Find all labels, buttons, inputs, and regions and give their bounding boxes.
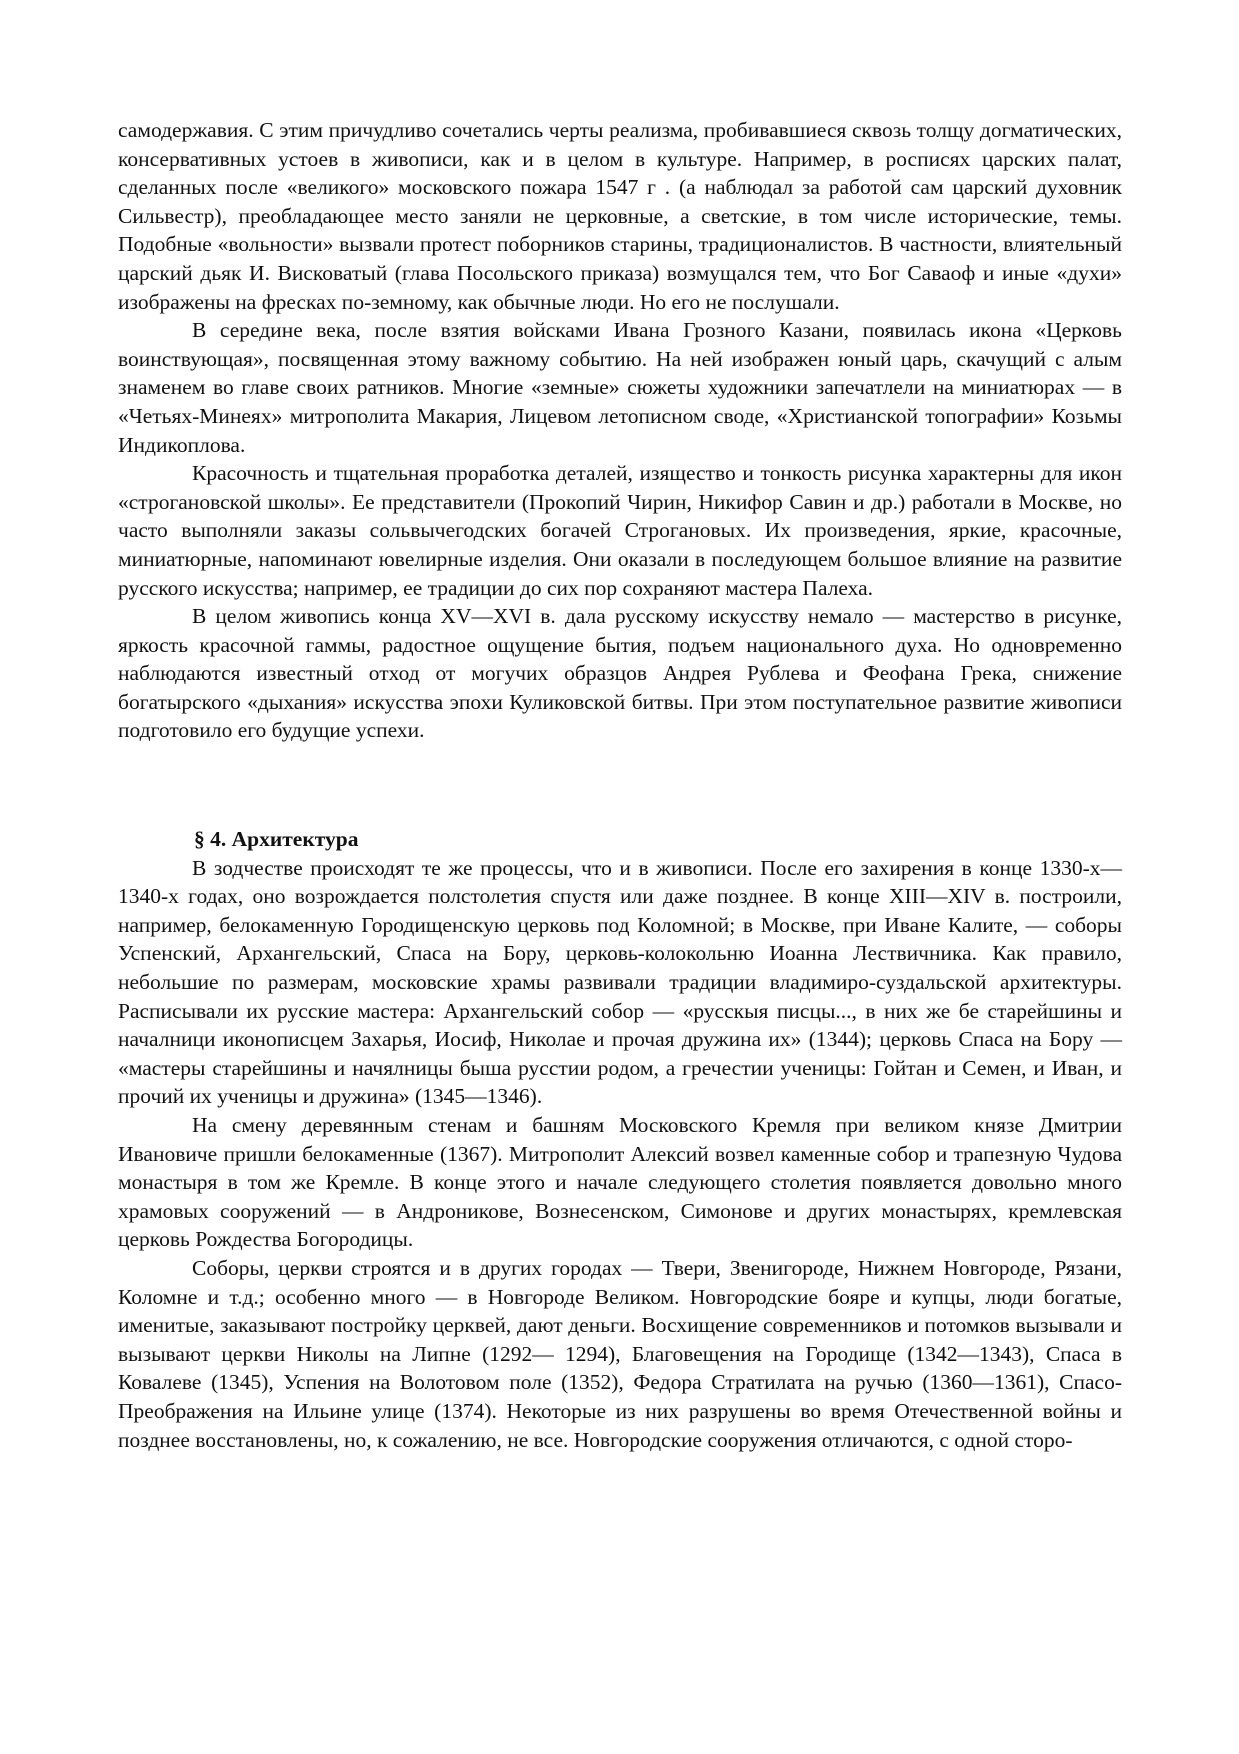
paragraph-stroganov-school: Красочность и тщательная проработка деталей, изящество и тонкость рисунка характерны для икон «строгановской школы». Ее представители (Прокопий Чирин, Никифор Савин и др.) работали в Москве, но часто выполняли заказы сольвычегодских богачей Строгановых. Их произведения, яркие, красочные, миниатюрные, напоминают ювелирные изделия. Они оказали в последующем большое влияние на развитие русского искусства; например, ее традиции до сих пор сохраняют мастера Палеха. — [118, 461, 1122, 600]
paragraph-painting-summary: В целом живопись конца XV—XVI в. дала русскому искусству немало — мастерство в рисунке, яркость красочной гаммы, радостное ощущение бытия, подъем национального духа. Но одновременно наблюдаются известный отход от могучих образцов Андрея Рублева и Феофана Грека, снижение богатырского «дыхания» искусства эпохи Куликовской битвы. При этом поступательное развитие живописи подготовило его будущие успехи. — [118, 604, 1122, 743]
paragraph-other-cities: Соборы, церкви строятся и в других городах — Твери, Звенигороде, Нижнем Новгороде, Рязани, Коломне и т.д.; особенно много — в Новгороде Великом. Новгородские бояре и купцы, люди богатые, именитые, заказывают постройку церквей, дают деньги. Восхищение современников и потомков вызывали и вызывают церкви Николы на Липне (1292— 1294), Благовещения на Городище (1342—1343), Спаса в Ковалеве (1345), Успения на Волотовом поле (1352), Федора Стратилата на ручью (1360—1361), Спасо-Преображения на Ильине улице (1374). Некоторые из них разрушены во время Отечественной войны и позднее восстановлены, но, к сожалению, не все. Новгородские сооружения отличаются, с одной сторо- — [118, 1255, 1122, 1452]
section-heading-architecture: § 4. Архитектура — [194, 827, 359, 852]
document-page — [118, 116, 1122, 1454]
paragraph-architecture-revival: В зодчестве происходят те же процессы, что и в живописи. После его захирения в конце 1330-х—1340-х годах, оно возрождается полстолетия спустя или даже позднее. В конце XIII—XIV в. построили, например, белокаменную Городищенскую церковь под Коломной; в Москве, при Иване Калите, — соборы Успенский, Архангельский, Спаса на Бору, церковь-колокольню Иоанна Лествичника. Как правило, небольшие по размерам, московские храмы развивали традиции владимиро-суздальской архитектуры. Расписывали их русские мастера: Архангельский собор — «русскыя писцы..., в них же бе старейшины и началници иконописцем Захарья, Иосиф, Николае и прочая дружина их» (1344); церковь Спаса на Бору — «мастеры старейшины и начялницы быша русстии родом, а гречестии ученицы: Гойтан и Семен, и Иван, и прочий их ученицы и дружина» (1345—1346). — [118, 855, 1122, 1109]
paragraph-icon-church-militant: В середине века, после взятия войсками Ивана Грозного Казани, появилась икона «Церковь воинствующая», посвященная этому важному событию. На ней изображен юный царь, скачущий с алым знаменем во главе своих ратников. Многие «земные» сюжеты художники запечатлели на миниатюрах — в «Четьях-Минеях» митрополита Макария, Лицевом летописном своде, «Христианской топографии» Козьмы Индикоплова. — [118, 318, 1122, 457]
section-spacer — [118, 745, 1122, 825]
paragraph-samoderzhavie: самодержавия. С этим причудливо сочетались черты реализма, пробивавшиеся сквозь толщу догматических, консервативных устоев в живописи, как и в целом в культуре. Например, в росписях царских палат, сделанных после «великого» московского пожара 1547 г . (а наблюдал за работой сам царский духовник Сильвестр), преобладающее место заняли не церковные, а светские, в том числе исторические, темы. Подобные «вольности» вызвали протест поборников старины, традиционалистов. В частности, влиятельный царский дьяк И. Висковатый (глава Посольского приказа) возмущался тем, что Бог Саваоф и иные «духи» изображены на фресках по-земному, как обычные люди. Но его не послушали. — [118, 118, 1122, 314]
paragraph-moscow-kremlin: На смену деревянным стенам и башням Московского Кремля при великом князе Дмитрии Ивановиче пришли белокаменные (1367). Митрополит Алексий возвел каменные собор и трапезную Чудова монастыря в том же Кремле. В конце этого и начале следующего столетия появляется довольно много храмовых сооружений — в Андроникове, Вознесенском, Симонове и других монастырях, кремлевская церковь Рождества Богородицы. — [118, 1113, 1122, 1252]
